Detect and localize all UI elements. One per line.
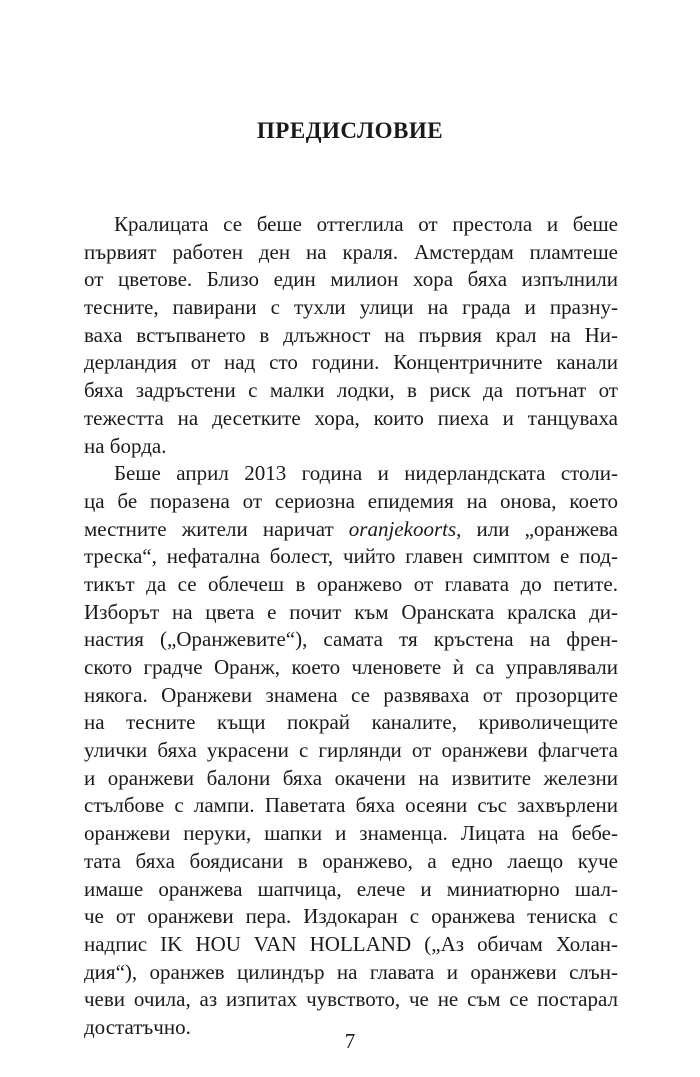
text-line: тата бяха боядисани в оранжево, а едно лаещо куче	[84, 848, 618, 873]
italic-term: oranjekoorts	[348, 516, 457, 541]
text-line: улички бяха украсени с гирлянди от оранжеви флагчета	[84, 738, 618, 763]
text-line: треска“, нефатална болест, чийто главен симптом е под-	[84, 544, 618, 569]
text-line: че от оранжеви пера. Издокаран с оранжева тениска с	[84, 904, 618, 929]
text-line: настия („Оранжевите“), самата тя кръстена на френ-	[84, 627, 618, 652]
body-text	[84, 211, 618, 1042]
text-line: имаше оранжева шапчица, елече и миниатюрно шал-	[84, 876, 618, 901]
text-line: достатъчно.	[84, 1014, 191, 1039]
text-line: дерландия от над сто години. Концентричните канали	[84, 350, 618, 375]
text-line: тикът да се облечеш в оранжево от главата до петите.	[84, 571, 618, 596]
text-line: Кралицата се беше оттеглила от престола и беше	[114, 212, 618, 236]
text-line: Беше април 2013 година и нидерландската столи-	[114, 461, 618, 486]
text-line: надпис IK HOU VAN HOLLAND („Аз обичам Холан-	[84, 931, 618, 956]
text-line: дия“), оранжев цилиндър на главата и оранжеви слън-	[84, 959, 618, 984]
text-line: и оранжеви балони бяха окачени на извитите железни	[84, 765, 618, 790]
text-line: ското градче Оранж, което членовете ѝ са управлявали	[84, 655, 618, 679]
text-line: от цветове. Близо един милион хора бяха изпълнили	[84, 267, 618, 292]
text-segment: , или „оранжева	[456, 516, 618, 541]
text-line: някога. Оранжеви знамена се развяваха от прозорците	[84, 682, 618, 707]
text-segment: местните жители наричат	[84, 516, 349, 541]
text-line: тежестта на десетките хора, които пиеха и танцуваха	[84, 405, 618, 430]
text-line: ваха встъпването в длъжност на първия крал на Ни-	[84, 322, 618, 347]
text-line: бяха задръстени с малки лодки, в риск да потънат от	[84, 378, 618, 403]
text-line: чеви очила, аз изпитах чувството, че не съм се постарал	[84, 987, 618, 1012]
text-line: Изборът на цвета е почит към Оранската кралска ди-	[84, 599, 618, 624]
text-line: стълбове с лампи. Паветата бяха осеяни със захвърлени	[84, 793, 618, 818]
text-line	[84, 516, 618, 544]
text-line: оранжеви перуки, шапки и знаменца. Лицата на бебе-	[84, 821, 618, 846]
paragraph-2	[84, 460, 618, 1041]
paragraph-1	[84, 211, 618, 460]
text-line: на борда.	[84, 433, 167, 458]
text-line: на тесните къщи покрай каналите, криволичещите	[84, 710, 618, 735]
page-title: ПРЕДИСЛОВИЕ	[256, 118, 444, 143]
text-line: тесните, павирани с тухли улици на града и празну-	[84, 295, 618, 320]
page-number: 7	[344, 1029, 356, 1053]
text-line: ца бе поразена от сериозна епидемия на онова, което	[84, 488, 618, 513]
text-line: първият работен ден на краля. Амстердам пламтеше	[84, 239, 618, 264]
